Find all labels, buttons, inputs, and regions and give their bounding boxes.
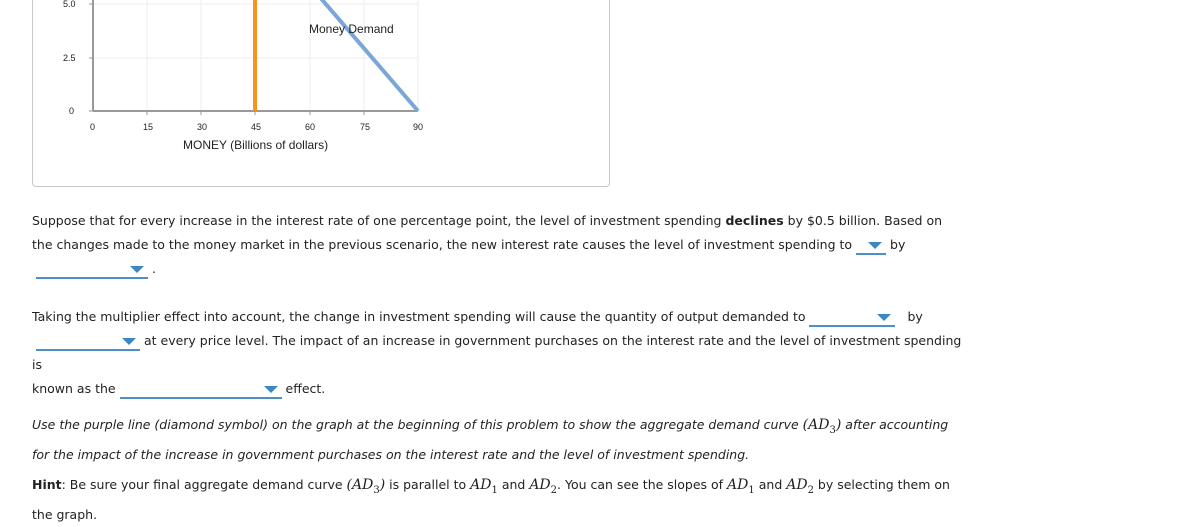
x-tick-label: 45 xyxy=(251,122,262,132)
hint-text: : Be sure your final aggregate demand curve xyxy=(61,477,347,492)
investment-amount-dropdown[interactable] xyxy=(36,261,148,279)
ad3-math: $(AD_3)$ xyxy=(346,477,386,496)
ad2-math: $AD_2$ xyxy=(786,477,814,496)
ad3-math: $(AD_3)$ xyxy=(802,417,842,436)
q3-text: Use the purple line (diamond symbol) on the graph at the beginning of this problem to show the aggregate demand curve xyxy=(32,417,803,432)
money-demand-label: Money Demand xyxy=(309,22,394,36)
chevron-down-icon xyxy=(130,266,144,273)
chevron-down-icon xyxy=(877,314,891,321)
q1-text-3: by xyxy=(886,237,906,252)
x-tick-label: 30 xyxy=(197,122,208,132)
x-tick-label: 90 xyxy=(413,122,424,132)
hint-text-2: is parallel to xyxy=(385,477,471,492)
hint-text-3: and xyxy=(497,477,530,492)
hint-text-4: . You can see the slopes of xyxy=(557,477,728,492)
q1-text-4: . xyxy=(148,261,156,276)
money-market-chart[interactable] xyxy=(33,0,609,186)
x-tick-label: 15 xyxy=(143,122,154,132)
q1-text: Suppose that for every increase in the interest rate of one percentage point, the level of investment spending xyxy=(32,213,726,228)
q3-text-2: after accounting for the impact of the increase in government purchases on the interest rate and the level of investment spending. xyxy=(32,417,949,462)
ad2-math: $AD_2$ xyxy=(529,477,558,496)
money-demand-line[interactable] xyxy=(293,0,418,111)
q2-text-5: effect. xyxy=(281,381,326,396)
x-tick-label: 60 xyxy=(305,122,316,132)
hint-text-5: and xyxy=(754,477,787,492)
q1-text-2: by $0.5 billion. Based on the changes made to the money market in the previous scenario, the new interest rate causes the level of investment spending to xyxy=(32,213,943,252)
chevron-down-icon xyxy=(264,386,278,393)
output-direction-dropdown[interactable] xyxy=(809,309,895,327)
graph-panel xyxy=(32,0,610,187)
ad1-math: $AD_1$ xyxy=(727,477,755,496)
chevron-down-icon xyxy=(122,338,136,345)
q2-text: Taking the multiplier effect into account, the change in investment spending will cause the quantity of output demanded to xyxy=(32,309,810,324)
ad1-math: $AD_1$ xyxy=(470,477,498,496)
chevron-down-icon xyxy=(868,242,882,249)
output-amount-dropdown[interactable] xyxy=(36,333,140,351)
hint-label: Hint xyxy=(32,477,62,492)
question-multiplier xyxy=(32,305,962,401)
y-tick-label: 2.5 xyxy=(63,53,76,63)
x-tick-label: 75 xyxy=(360,122,371,132)
instruction-ad3 xyxy=(32,413,962,467)
y-tick-label: 0 xyxy=(69,106,75,116)
investment-direction-dropdown[interactable] xyxy=(856,237,886,255)
hint xyxy=(32,473,962,527)
hint-text-6: by selecting them on the graph. xyxy=(32,477,950,522)
q1-bold: declines xyxy=(725,213,784,228)
x-tick-label: 0 xyxy=(90,122,96,132)
x-axis-label: MONEY (Billions of dollars) xyxy=(183,138,329,152)
q2-text-3: at every price level. The impact of an increase in government purchases on the interest rate and the level of investment spending is xyxy=(32,333,962,372)
y-tick-label: 5.0 xyxy=(63,0,76,9)
question-investment xyxy=(32,209,962,281)
q2-text-4: known as the xyxy=(32,381,120,396)
effect-name-dropdown[interactable] xyxy=(120,381,282,399)
q2-text-2: by xyxy=(903,309,923,324)
